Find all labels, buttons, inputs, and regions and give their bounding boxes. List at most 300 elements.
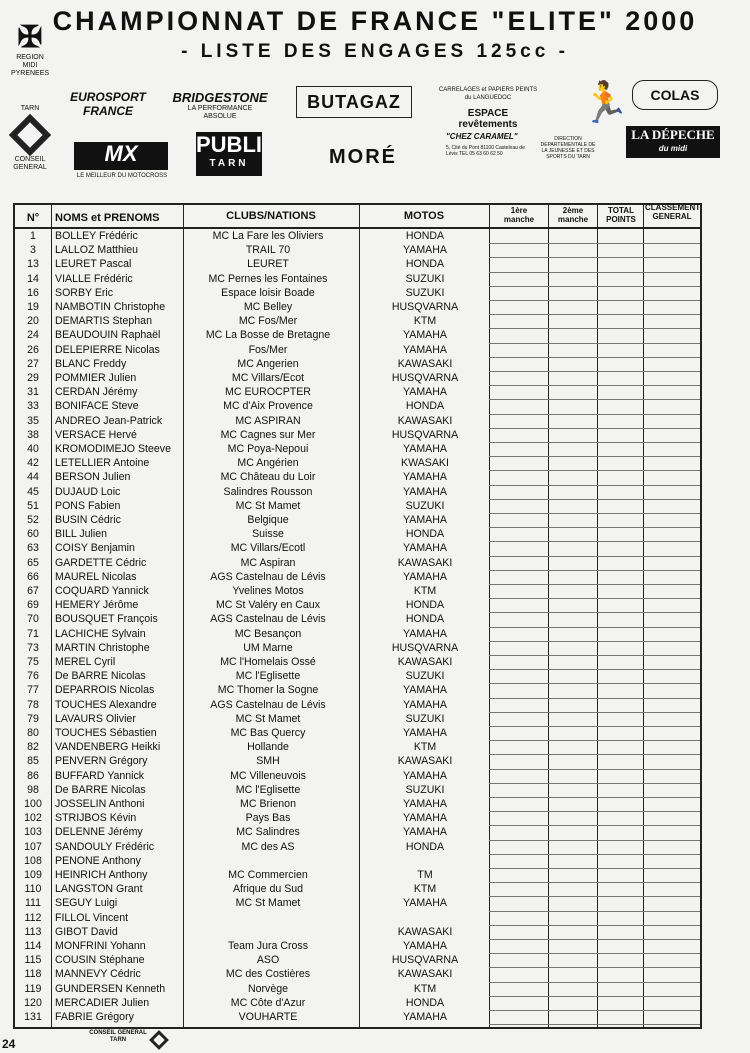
row-line bbox=[489, 470, 700, 471]
club-name: LEURET bbox=[247, 258, 289, 271]
club-name: AGS Castelnau de Lévis bbox=[210, 698, 326, 711]
region-logo: ✠ REGION MIDI PYRENEES bbox=[10, 21, 50, 77]
table-row bbox=[15, 627, 700, 641]
rider-name: FILLOL Vincent bbox=[55, 911, 129, 924]
footer-diamond-icon bbox=[149, 1030, 169, 1050]
moto-brand: YAMAHA bbox=[403, 627, 447, 640]
club-name: MC La Fare les Oliviers bbox=[212, 230, 324, 242]
colas-logo: COLAS bbox=[632, 80, 718, 110]
club-name: MC Brienon bbox=[240, 798, 296, 810]
mx-logo: MX bbox=[74, 142, 168, 170]
row-line bbox=[489, 257, 700, 258]
rider-name: DEPARROIS Nicolas bbox=[55, 684, 155, 697]
entry-number: 100 bbox=[24, 798, 42, 810]
table-row bbox=[15, 556, 700, 570]
table-row bbox=[15, 513, 700, 527]
entry-number: 67 bbox=[27, 585, 39, 597]
club-name: Hollande bbox=[247, 741, 289, 754]
rider-name: DELEPIERRE Nicolas bbox=[55, 343, 160, 356]
table-row bbox=[15, 612, 700, 626]
rider-name: BUFFARD Yannick bbox=[55, 769, 145, 782]
row-line bbox=[489, 726, 700, 727]
rider-name: BLANC Freddy bbox=[55, 357, 127, 370]
rider-name: MONFRINI Yohann bbox=[55, 940, 146, 952]
table-row bbox=[15, 286, 700, 300]
moto-brand: YAMAHA bbox=[403, 386, 447, 399]
row-line bbox=[489, 655, 700, 656]
rider-name: TOUCHES Alexandre bbox=[55, 698, 157, 711]
club-name: MC Bas Quercy bbox=[230, 727, 306, 739]
table-row bbox=[15, 300, 700, 314]
more-logo: MORÉ bbox=[329, 146, 397, 168]
table-row bbox=[15, 882, 700, 896]
rider-name: PENONE Anthony bbox=[55, 854, 141, 867]
club-name: MC Besançon bbox=[234, 627, 302, 640]
row-line bbox=[489, 1024, 700, 1025]
entry-number: 42 bbox=[27, 457, 39, 470]
row-line bbox=[489, 357, 700, 358]
moto-brand: YAMAHA bbox=[403, 329, 447, 342]
moto-brand: YAMAHA bbox=[403, 769, 447, 782]
entry-number: 110 bbox=[24, 883, 42, 896]
rider-name: LAVAURS Olivier bbox=[55, 712, 136, 725]
row-line bbox=[489, 570, 700, 571]
moto-brand: YAMAHA bbox=[403, 798, 447, 810]
moto-brand: KAWASAKI bbox=[397, 968, 453, 981]
rider-name: SEGUY Luigi bbox=[55, 897, 118, 910]
table-row bbox=[15, 698, 700, 712]
mx-tagline: LE MEILLEUR DU MOTOCROSS bbox=[76, 173, 168, 179]
moto-brand: HONDA bbox=[405, 840, 445, 853]
club-name: MC St Mamet bbox=[235, 499, 301, 512]
rider-name: TOUCHES Sébastien bbox=[55, 727, 157, 739]
moto-brand: YAMAHA bbox=[403, 471, 447, 484]
table-row bbox=[15, 357, 700, 371]
club-name: MC l'Eglisette bbox=[235, 783, 301, 796]
entry-number: 120 bbox=[24, 996, 42, 1009]
moto-brand: SUZUKI bbox=[405, 670, 445, 683]
rider-name: COUSIN Stéphane bbox=[55, 954, 145, 967]
moto-brand: HONDA bbox=[405, 258, 445, 271]
moto-brand: YAMAHA bbox=[403, 826, 447, 839]
entry-number: 52 bbox=[27, 514, 39, 526]
moto-brand: HUSQVARNA bbox=[391, 301, 459, 313]
table-row bbox=[15, 726, 700, 740]
rider-name: COISY Benjamin bbox=[55, 542, 135, 555]
rider-name: DEMARTIS Stephan bbox=[55, 315, 152, 328]
rider-name: LALLOZ Matthieu bbox=[55, 244, 139, 257]
rider-name: DUJAUD Loic bbox=[55, 485, 121, 498]
table-row bbox=[15, 797, 700, 811]
row-line bbox=[489, 584, 700, 585]
conseil-general-logo: CONSEIL GENERAL bbox=[8, 120, 52, 172]
row-line bbox=[489, 683, 700, 684]
entry-number: 109 bbox=[24, 869, 42, 881]
club-name: MC Poya-Nepoui bbox=[227, 443, 309, 455]
club-name: MC des Costières bbox=[225, 968, 311, 981]
moto-brand: YAMAHA bbox=[403, 244, 447, 257]
entry-number: 44 bbox=[27, 471, 39, 484]
club-name: AGS Castelnau de Lévis bbox=[210, 613, 326, 626]
entry-number: 29 bbox=[27, 372, 39, 384]
table-row bbox=[15, 655, 700, 669]
moto-brand: KAWASAKI bbox=[397, 357, 453, 370]
table-row bbox=[15, 1010, 700, 1024]
row-line bbox=[489, 527, 700, 528]
table-row bbox=[15, 598, 700, 612]
moto-brand: HONDA bbox=[405, 528, 445, 541]
entry-number: 33 bbox=[27, 400, 39, 413]
moto-brand: SUZUKI bbox=[405, 783, 445, 796]
row-line bbox=[489, 882, 700, 883]
bridgestone-logo: BRIDGESTONE LA PERFORMANCE ABSOLUE bbox=[172, 90, 268, 120]
table-row bbox=[15, 783, 700, 797]
rider-name: De BARRE Nicolas bbox=[55, 670, 146, 683]
moto-brand: YAMAHA bbox=[403, 727, 447, 739]
rider-name: HEMERY Jérôme bbox=[55, 599, 139, 612]
entry-number: 112 bbox=[24, 911, 42, 924]
row-line bbox=[489, 982, 700, 983]
occitan-cross-icon: ✠ bbox=[17, 21, 43, 54]
entry-number: 114 bbox=[24, 940, 42, 952]
club-name: Yvelines Motos bbox=[232, 585, 304, 597]
entry-number: 69 bbox=[27, 599, 39, 612]
rider-name: LETELLIER Antoine bbox=[55, 457, 150, 470]
entry-number: 40 bbox=[27, 443, 39, 455]
rider-name: MEREL Cyril bbox=[55, 656, 116, 668]
moto-brand: KAWASAKI bbox=[397, 755, 453, 768]
rider-name: STRIJBOS Kévin bbox=[55, 812, 137, 825]
club-name: MC d'Aix Provence bbox=[223, 400, 313, 413]
entry-number: 86 bbox=[27, 769, 39, 782]
row-line bbox=[489, 868, 700, 869]
table-row bbox=[15, 314, 700, 328]
moto-brand: SUZUKI bbox=[405, 712, 445, 725]
entry-number: 118 bbox=[24, 968, 42, 981]
table-row bbox=[15, 399, 700, 413]
moto-brand: HONDA bbox=[405, 996, 445, 1009]
moto-brand: HUSQVARNA bbox=[391, 428, 459, 441]
table-row bbox=[15, 896, 700, 910]
entry-number: 27 bbox=[27, 357, 39, 370]
publi-logo: PUBLI TARN bbox=[196, 132, 262, 176]
club-name: MC Thomer la Sogne bbox=[217, 684, 319, 697]
row-line bbox=[489, 456, 700, 457]
rider-name: BERSON Julien bbox=[55, 471, 131, 484]
club-name: MC Pernes les Fontaines bbox=[208, 272, 328, 285]
header-num: N° bbox=[26, 212, 40, 224]
club-name: Afrique du Sud bbox=[232, 883, 304, 896]
row-line bbox=[489, 399, 700, 400]
club-name: MC Commercien bbox=[228, 869, 308, 881]
club-name: TRAIL 70 bbox=[245, 244, 291, 257]
espace-logo: CARRELAGES et PAPIERS PEINTS du LANGUEDOC ESPACE revêtements bbox=[438, 87, 538, 130]
depeche-logo: LA DÉPECHE du midi bbox=[626, 126, 720, 158]
rider-name: De BARRE Nicolas bbox=[55, 783, 146, 796]
header-moto: MOTOS bbox=[403, 210, 445, 222]
entry-number: 63 bbox=[27, 542, 39, 555]
rider-name: PONS Fabien bbox=[55, 499, 121, 512]
entry-number: 16 bbox=[27, 286, 39, 299]
moto-brand: YAMAHA bbox=[403, 698, 447, 711]
moto-brand: YAMAHA bbox=[403, 812, 447, 825]
entry-number: 102 bbox=[24, 812, 42, 825]
table-row bbox=[15, 641, 700, 655]
rider-name: VIALLE Frédéric bbox=[55, 272, 133, 285]
entry-number: 38 bbox=[27, 428, 39, 441]
header-total: TOTAL POINTS bbox=[606, 206, 636, 224]
moto-brand: HONDA bbox=[405, 230, 445, 242]
conseil-icon bbox=[9, 114, 51, 156]
rider-name: HEINRICH Anthony bbox=[55, 869, 148, 881]
rider-name: MARTIN Christophe bbox=[55, 641, 150, 654]
table-row bbox=[15, 570, 700, 584]
eurosport-logo: EUROSPORT FRANCE bbox=[70, 90, 146, 118]
rider-name: SANDOULY Frédéric bbox=[55, 840, 155, 853]
entry-number: 24 bbox=[27, 329, 39, 342]
entry-number: 75 bbox=[27, 656, 39, 668]
moto-brand: YAMAHA bbox=[403, 443, 447, 455]
rider-name: BUSIN Cédric bbox=[55, 514, 121, 526]
table-row bbox=[15, 328, 700, 342]
table-row bbox=[15, 428, 700, 442]
rider-name: GIBOT David bbox=[55, 925, 118, 938]
row-line bbox=[489, 556, 700, 557]
row-line bbox=[489, 783, 700, 784]
rider-name: DELENNE Jérémy bbox=[55, 826, 143, 839]
club-name: MC St Valéry en Caux bbox=[215, 599, 320, 612]
entry-number: 14 bbox=[27, 272, 39, 285]
row-line bbox=[489, 1010, 700, 1011]
table-row bbox=[15, 740, 700, 754]
rider-name: JOSSELIN Anthoni bbox=[55, 798, 145, 810]
club-name: MC Salindres bbox=[236, 826, 300, 839]
entry-number: 115 bbox=[24, 954, 42, 967]
rider-name: BOLLEY Frédéric bbox=[55, 230, 138, 242]
entry-number: 113 bbox=[24, 925, 42, 938]
table-row bbox=[15, 996, 700, 1010]
moto-brand: TM bbox=[417, 869, 433, 881]
row-line bbox=[489, 499, 700, 500]
rider-name: FABRIE Grégory bbox=[55, 1011, 134, 1023]
moto-brand: KAWASAKI bbox=[397, 656, 453, 668]
table-row bbox=[15, 953, 700, 967]
row-line bbox=[489, 541, 700, 542]
rider-name: PENVERN Grégory bbox=[55, 755, 148, 768]
table-row bbox=[15, 967, 700, 981]
table-row bbox=[15, 982, 700, 996]
row-line bbox=[489, 825, 700, 826]
entry-number: 1 bbox=[30, 230, 36, 242]
club-name: MC Cagnes sur Mer bbox=[220, 428, 316, 441]
table-row bbox=[15, 499, 700, 513]
table-row bbox=[15, 854, 700, 868]
row-line bbox=[489, 371, 700, 372]
moto-brand: HUSQVARNA bbox=[391, 641, 459, 654]
row-line bbox=[489, 669, 700, 670]
table-row bbox=[15, 925, 700, 939]
club-name: UM Marne bbox=[243, 641, 293, 654]
rider-name: GARDETTE Cédric bbox=[55, 556, 147, 569]
header-name: NOMS et PRENOMS bbox=[55, 212, 160, 224]
row-line bbox=[489, 442, 700, 443]
rider-name: KROMODIMEJO Steeve bbox=[55, 443, 171, 455]
club-name: MC l'Homelais Ossé bbox=[220, 656, 316, 668]
table-row bbox=[15, 442, 700, 456]
moto-brand: YAMAHA bbox=[403, 542, 447, 555]
table-row bbox=[15, 683, 700, 697]
row-line bbox=[489, 911, 700, 912]
table-row bbox=[15, 669, 700, 683]
header-manche2: 2ème manche bbox=[557, 206, 589, 224]
table-row bbox=[15, 272, 700, 286]
row-line bbox=[489, 385, 700, 386]
row-line bbox=[489, 328, 700, 329]
table-row bbox=[15, 541, 700, 555]
row-line bbox=[489, 513, 700, 514]
table-row bbox=[15, 485, 700, 499]
club-name: ASO bbox=[256, 954, 280, 967]
table-row bbox=[15, 840, 700, 854]
moto-brand: HUSQVARNA bbox=[391, 372, 459, 384]
moto-brand: HONDA bbox=[405, 400, 445, 413]
page-title: CHAMPIONNAT DE FRANCE "ELITE" 2000 bbox=[52, 6, 698, 36]
moto-brand: YAMAHA bbox=[403, 897, 447, 910]
club-name: MC Belley bbox=[243, 301, 293, 313]
row-line bbox=[489, 840, 700, 841]
moto-brand: KTM bbox=[413, 585, 437, 597]
rider-name: LANGSTON Grant bbox=[55, 883, 143, 896]
table-row bbox=[15, 769, 700, 783]
club-name: MC Angérien bbox=[237, 457, 299, 470]
club-name: MC St Mamet bbox=[235, 897, 301, 910]
moto-brand: YAMAHA bbox=[403, 940, 447, 952]
table-row bbox=[15, 470, 700, 484]
moto-brand: YAMAHA bbox=[403, 514, 447, 526]
row-line bbox=[489, 343, 700, 344]
entry-number: 60 bbox=[27, 528, 39, 541]
moto-brand: YAMAHA bbox=[403, 485, 447, 498]
row-line bbox=[489, 272, 700, 273]
table-row bbox=[15, 371, 700, 385]
entry-number: 45 bbox=[27, 485, 39, 498]
rider-name: ANDREO Jean-Patrick bbox=[55, 414, 163, 427]
row-line bbox=[489, 314, 700, 315]
caramel-logo: "CHEZ CARAMEL" 5, Cité du Pont 81100 Castelnau de Lévis TEL 05 63 60 62 50 bbox=[446, 132, 525, 157]
table-row bbox=[15, 385, 700, 399]
entry-number: 78 bbox=[27, 698, 39, 711]
club-name: MC Aspiran bbox=[240, 556, 296, 569]
entry-number: 31 bbox=[27, 386, 39, 399]
moto-brand: KAWASAKI bbox=[397, 925, 453, 938]
table-row bbox=[15, 243, 700, 257]
moto-brand: HONDA bbox=[405, 613, 445, 626]
entry-number: 98 bbox=[27, 783, 39, 796]
entry-number: 80 bbox=[27, 727, 39, 739]
row-line bbox=[489, 414, 700, 415]
header-club: CLUBS/NATIONS bbox=[226, 210, 316, 222]
entry-number: 71 bbox=[27, 627, 39, 640]
club-name: Espace loisir Boade bbox=[221, 286, 315, 299]
row-line bbox=[489, 925, 700, 926]
entry-number: 131 bbox=[24, 1011, 42, 1023]
table-row bbox=[15, 527, 700, 541]
row-line bbox=[489, 698, 700, 699]
entry-number: 70 bbox=[27, 613, 39, 626]
club-name: SMH bbox=[256, 755, 280, 768]
club-name: Norvège bbox=[247, 982, 289, 995]
runner-icon: 🏃 bbox=[580, 81, 630, 125]
entry-number: 35 bbox=[27, 414, 39, 427]
moto-brand: KAWASAKI bbox=[397, 414, 453, 427]
club-name: MC Villars/Ecot bbox=[231, 372, 305, 384]
row-line bbox=[489, 754, 700, 755]
table-row bbox=[15, 584, 700, 598]
entry-number: 20 bbox=[27, 315, 39, 328]
entry-number: 77 bbox=[27, 684, 39, 697]
row-line bbox=[489, 243, 700, 244]
entry-number: 65 bbox=[27, 556, 39, 569]
entry-number: 51 bbox=[27, 499, 39, 512]
moto-brand: HONDA bbox=[405, 599, 445, 612]
moto-brand: HUSQVARNA bbox=[391, 954, 459, 967]
entry-number: 76 bbox=[27, 670, 39, 683]
rider-name: CERDAN Jérémy bbox=[55, 386, 138, 399]
entry-number: 3 bbox=[30, 244, 36, 257]
row-line bbox=[489, 797, 700, 798]
table-row bbox=[15, 754, 700, 768]
row-line bbox=[489, 598, 700, 599]
club-name: AGS Castelnau de Lévis bbox=[210, 570, 326, 583]
club-name: MC des AS bbox=[241, 840, 295, 853]
club-name: MC ASPIRAN bbox=[235, 414, 301, 427]
entry-number: 66 bbox=[27, 570, 39, 583]
rider-name: BILL Julien bbox=[55, 528, 108, 541]
rider-name: VANDENBERG Heikki bbox=[55, 741, 161, 754]
moto-brand: KAWASAKI bbox=[397, 556, 453, 569]
moto-brand: KTM bbox=[413, 741, 437, 754]
row-line bbox=[489, 428, 700, 429]
moto-brand: YAMAHA bbox=[403, 684, 447, 697]
moto-brand: KTM bbox=[413, 883, 437, 896]
direction-label: DIRECTION DEPARTEMENTALE DE LA JEUNESSE ET DES SPORTS DU TARN bbox=[540, 136, 596, 160]
entry-table bbox=[13, 203, 702, 1029]
club-name: MC l'Eglisette bbox=[235, 670, 301, 683]
table-row bbox=[15, 229, 700, 243]
club-name: MC Villeneuvois bbox=[230, 769, 306, 782]
rider-name: BOUSQUET François bbox=[55, 613, 158, 626]
rider-name: VERSACE Hervé bbox=[55, 428, 137, 441]
row-line bbox=[489, 953, 700, 954]
row-line bbox=[489, 712, 700, 713]
row-line bbox=[489, 896, 700, 897]
page-number: 24 bbox=[2, 1037, 16, 1051]
row-line bbox=[489, 300, 700, 301]
club-name: MC La Bosse de Bretagne bbox=[205, 329, 331, 342]
footer-logo: CONSEIL GENERAL TARN bbox=[89, 1030, 147, 1043]
moto-brand: SUZUKI bbox=[405, 286, 445, 299]
table-row bbox=[15, 456, 700, 470]
rider-name: POMMIER Julien bbox=[55, 372, 137, 384]
entry-number: 111 bbox=[24, 897, 42, 910]
entry-number: 73 bbox=[27, 641, 39, 654]
row-line bbox=[489, 485, 700, 486]
club-name: MC Côte d'Azur bbox=[230, 996, 306, 1009]
rider-name: MAUREL Nicolas bbox=[55, 570, 137, 583]
moto-brand: YAMAHA bbox=[403, 570, 447, 583]
row-line bbox=[489, 641, 700, 642]
row-line bbox=[489, 854, 700, 855]
